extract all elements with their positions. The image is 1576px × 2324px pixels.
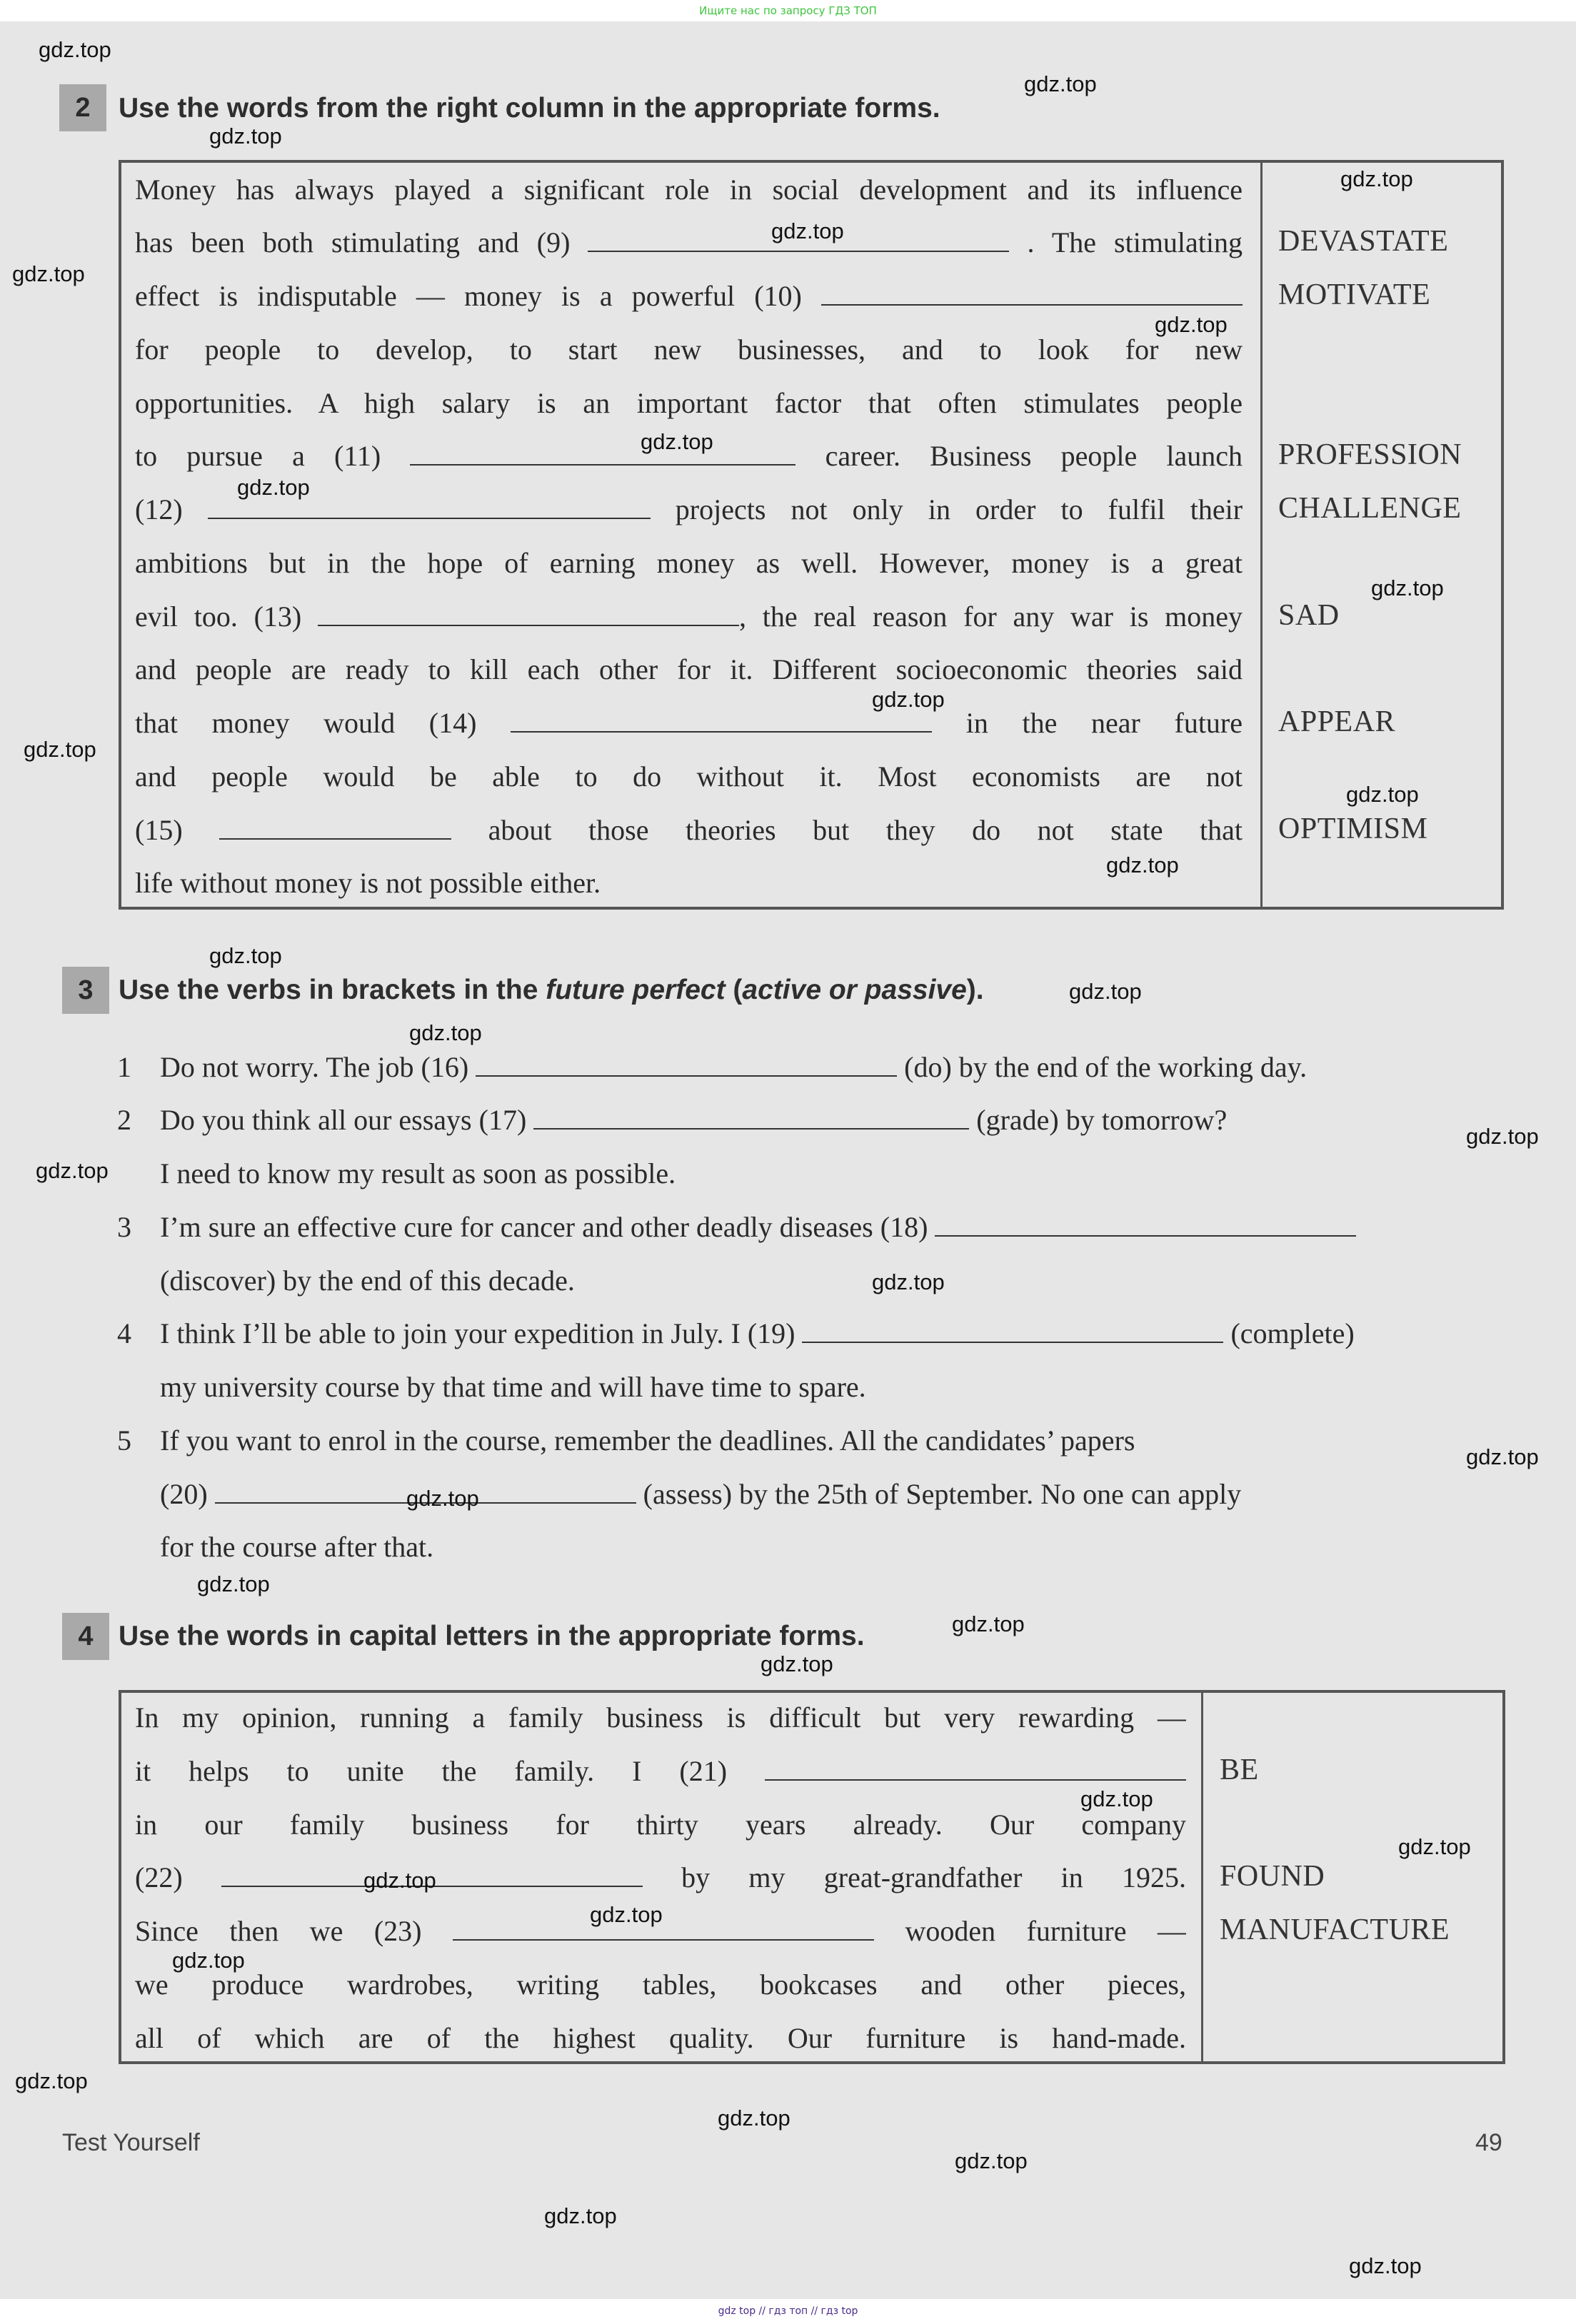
answer-blank-19[interactable] (802, 1319, 1223, 1343)
heading-text: Use the verbs in brackets in the (119, 975, 546, 1005)
item-number: 5 (117, 1424, 131, 1457)
watermark: gdz.top (363, 1868, 436, 1893)
text-line (135, 226, 1243, 260)
text: In my opinion, running a family business is difficult but very rewarding — (135, 1701, 1186, 1734)
watermark: gdz.top (209, 943, 282, 968)
text: I think I’ll be able to join your expedition in July. I (19) (160, 1317, 795, 1349)
text-line (135, 1808, 1186, 1842)
heading-italic: future perfect (546, 975, 726, 1005)
watermark: gdz.top (955, 2148, 1028, 2173)
text: opportunities. A high salary is an important factor that often stimulates people (135, 387, 1243, 419)
text: it helps to unite the family. I (21) (135, 1755, 728, 1787)
heading-text: ( (725, 975, 743, 1005)
text: by my great-grandfather in 1925. (681, 1861, 1186, 1893)
watermark: gdz.top (872, 687, 945, 712)
text: (12) (135, 493, 183, 525)
text-line (135, 279, 1243, 313)
text-line (135, 706, 1243, 740)
text: evil too. (13) (135, 600, 302, 633)
source-footer[interactable]: gdz top // гдз топ // гдз top (718, 2305, 858, 2317)
item-line: (discover) by the end of this decade. (160, 1264, 575, 1297)
answer-blank-11[interactable] (410, 441, 795, 466)
item-line (160, 1477, 1241, 1511)
word-prompt: SAD (1278, 599, 1340, 632)
text: effect is indisputable — money is a powerful (10) (135, 280, 802, 312)
text: about those theories but they do not state that (488, 814, 1243, 846)
text: Do not worry. The job (16) (160, 1051, 469, 1083)
item-line (160, 1050, 1307, 1085)
item-line: for the course after that. (160, 1531, 434, 1563)
text: I’m sure an effective cure for cancer and other deadly diseases (18) (160, 1211, 928, 1243)
text: (assess) by the 25th of September. No one can apply (643, 1478, 1242, 1510)
item-line: I need to know my result as soon as possible. (160, 1157, 676, 1189)
item-line: If you want to enrol in the course, remember the deadlines. All the candidates’ papers (160, 1424, 1135, 1457)
text: in the near future (965, 707, 1243, 739)
word-prompt: MANUFACTURE (1220, 1913, 1450, 1946)
text: life without money is not possible either. (135, 867, 601, 899)
watermark: gdz.top (1466, 1444, 1539, 1469)
exercise-2-box (119, 160, 1504, 910)
text: wooden furniture — (905, 1915, 1186, 1947)
page-number: 49 (1475, 2129, 1502, 2156)
answer-blank-14[interactable] (511, 708, 932, 733)
text-line (135, 333, 1243, 367)
exercise-number-badge: 2 (59, 84, 106, 131)
watermark: gdz.top (1371, 575, 1444, 600)
answer-blank-16[interactable] (476, 1052, 897, 1077)
text-line (135, 546, 1243, 580)
watermark: gdz.top (237, 475, 310, 500)
watermark: gdz.top (1106, 852, 1179, 877)
text-line (135, 1968, 1186, 2002)
watermark: gdz.top (1466, 1124, 1539, 1149)
text: we produce wardrobes, writing tables, bookcases and other pieces, (135, 1968, 1186, 2001)
word-prompt: MOTIVATE (1278, 278, 1431, 311)
watermark: gdz.top (1398, 1834, 1471, 1859)
text: (15) (135, 814, 183, 846)
text: to pursue a (11) (135, 440, 381, 472)
watermark: gdz.top (761, 1651, 833, 1676)
watermark: gdz.top (718, 2106, 790, 2131)
text: and people are ready to kill each other for it. Different socioeconomic theories said (135, 653, 1243, 685)
exercise-heading: Use the words from the right column in the appropriate forms. (119, 93, 940, 124)
heading-text: ). (966, 975, 984, 1005)
watermark: gdz.top (36, 1158, 109, 1183)
text: (complete) (1230, 1317, 1355, 1349)
item-number: 4 (117, 1317, 131, 1349)
watermark: gdz.top (590, 1902, 663, 1927)
text: (do) by the end of the working day. (904, 1051, 1308, 1083)
watermark: gdz.top (1155, 312, 1228, 337)
watermark: gdz.top (872, 1269, 945, 1294)
text: and people would be able to do without it. Most economists are not (135, 760, 1243, 793)
column-divider (1201, 1693, 1203, 2061)
answer-blank-18[interactable] (935, 1212, 1356, 1237)
answer-blank-21[interactable] (765, 1756, 1186, 1781)
text: (20) (160, 1478, 208, 1510)
text-line (135, 173, 1243, 207)
text: Money has always played a significant role in social development and its influence (135, 173, 1243, 206)
text: has been both stimulating and (9) (135, 226, 571, 258)
text-line (135, 760, 1243, 794)
answer-blank-23[interactable] (453, 1916, 874, 1941)
text-line (135, 2021, 1186, 2056)
text-line (135, 1861, 1186, 1895)
answer-blank-13[interactable] (318, 602, 739, 626)
watermark: gdz.top (1340, 166, 1413, 191)
text-line (135, 653, 1243, 687)
text: (grade) by tomorrow? (976, 1104, 1228, 1136)
watermark: gdz.top (1069, 979, 1142, 1004)
watermark: gdz.top (15, 2068, 88, 2093)
item-number: 3 (117, 1211, 131, 1243)
item-line (160, 1317, 1355, 1351)
word-prompt: APPEAR (1278, 705, 1396, 738)
exercise-number-badge: 3 (62, 967, 109, 1014)
text: Since then we (23) (135, 1915, 422, 1947)
item-line (160, 1210, 1356, 1244)
text: all of which are of the highest quality. Our furniture is hand-made. (135, 2022, 1186, 2054)
item-line: my university course by that time and will have time to spare. (160, 1371, 866, 1403)
text: projects not only in order to fulfil their (675, 493, 1243, 525)
item-number: 2 (117, 1104, 131, 1136)
watermark: gdz.top (1080, 1786, 1153, 1811)
watermark: gdz.top (172, 1948, 245, 1973)
text: career. Business people launch (825, 440, 1243, 472)
text: , the real reason for any war is money (738, 600, 1243, 633)
watermark: gdz.top (12, 261, 85, 286)
watermark: gdz.top (952, 1611, 1025, 1636)
word-prompt: FOUND (1220, 1860, 1325, 1893)
text-line (135, 866, 601, 900)
answer-blank-17[interactable] (533, 1105, 969, 1130)
text-line (135, 813, 1243, 847)
exercise-number-badge: 4 (62, 1613, 109, 1660)
item-number: 1 (117, 1051, 131, 1083)
text: ambitions but in the hope of earning money as well. However, money is a great (135, 547, 1243, 579)
word-prompt: PROFESSION (1278, 438, 1462, 471)
watermark: gdz.top (406, 1486, 479, 1511)
answer-blank-10[interactable] (821, 281, 1243, 306)
column-divider (1260, 163, 1263, 907)
watermark: gdz.top (641, 429, 713, 454)
text: . The stimulating (1027, 226, 1243, 258)
text: in our family business for thirty years already. Our company (135, 1809, 1186, 1841)
watermark: gdz.top (39, 37, 111, 62)
watermark: gdz.top (771, 218, 844, 243)
search-banner[interactable]: Ищите нас по запросу ГДЗ ТОП (699, 4, 877, 17)
text: for people to develop, to start new businesses, and to look for new (135, 333, 1243, 366)
watermark: gdz.top (209, 124, 282, 149)
text: that money would (14) (135, 707, 477, 739)
exercise-heading (119, 973, 984, 1007)
footer-section-label: Test Yourself (62, 2129, 200, 2156)
watermark: gdz.top (409, 1020, 482, 1045)
word-prompt: DEVASTATE (1278, 225, 1449, 258)
heading-italic: active or passive (742, 975, 967, 1005)
watermark: gdz.top (1346, 782, 1419, 807)
watermark: gdz.top (1349, 2253, 1422, 2278)
watermark: gdz.top (197, 1571, 270, 1596)
text: Do you think all our essays (17) (160, 1104, 527, 1136)
text-line (135, 1754, 1186, 1789)
word-prompt: CHALLENGE (1278, 492, 1462, 525)
text-line (135, 386, 1243, 421)
answer-blank-15[interactable] (219, 815, 451, 840)
watermark: gdz.top (544, 2203, 617, 2228)
exercise-heading: Use the words in capital letters in the appropriate forms. (119, 1621, 865, 1651)
text-line (135, 600, 1243, 634)
watermark: gdz.top (1024, 71, 1097, 96)
text-line (135, 1701, 1186, 1735)
word-prompt: OPTIMISM (1278, 813, 1428, 845)
text: (22) (135, 1861, 183, 1893)
watermark: gdz.top (24, 737, 96, 762)
item-line (160, 1103, 1227, 1137)
word-prompt: BE (1220, 1754, 1259, 1786)
